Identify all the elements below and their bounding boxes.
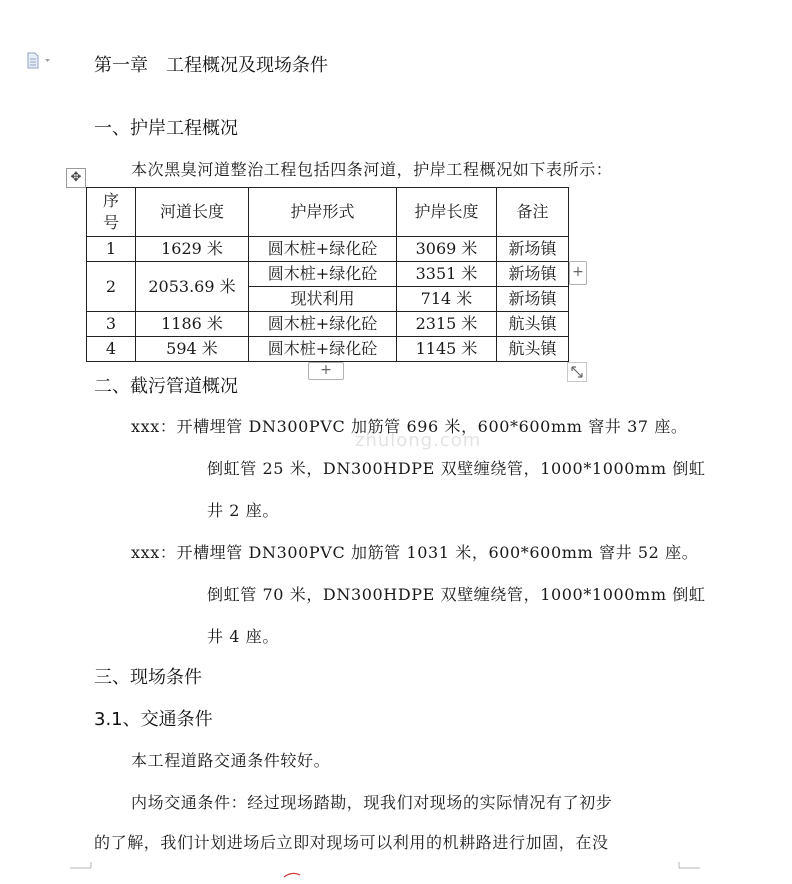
cell-no: 2	[87, 262, 136, 312]
header-note: 备注	[497, 188, 569, 237]
cell-form: 圆木桩+绿化砼	[249, 237, 397, 262]
add-row-button[interactable]: +	[308, 362, 344, 380]
section3-1-heading: 3.1、交通条件	[94, 709, 213, 730]
document-icon[interactable]	[26, 52, 54, 70]
chapter-title: 第一章 工程概况及现场条件	[94, 55, 328, 76]
section3-heading: 三、现场条件	[94, 667, 202, 688]
header-bank-form: 护岸形式	[249, 188, 397, 237]
cell-no: 4	[87, 337, 136, 362]
page-corner-mark	[678, 862, 700, 884]
header-bank-length: 护岸长度	[397, 188, 497, 237]
table-row	[87, 337, 569, 362]
red-mark	[282, 870, 302, 878]
cell-form: 圆木桩+绿化砼	[249, 312, 397, 337]
traffic-para-2-line2: 的了解，我们计划进场后立即对现场可以利用的机耕路进行加固，在没	[94, 833, 609, 852]
table-move-handle[interactable]: ✥	[66, 168, 86, 188]
cell-note: 新场镇	[497, 262, 569, 287]
cell-bank-length: 3351 米	[397, 262, 497, 287]
cell-river-length: 1186 米	[136, 312, 249, 337]
cell-form: 圆木桩+绿化砼	[249, 337, 397, 362]
cell-note: 航头镇	[497, 312, 569, 337]
cell-river-length: 594 米	[136, 337, 249, 362]
pipe-item-2-line1: xxx：开槽埋管 DN300PVC 加筋管 1031 米，600*600mm 窨井 52 座。	[131, 543, 699, 562]
cell-bank-length: 2315 米	[397, 312, 497, 337]
cell-river-length: 2053.69 米	[136, 262, 249, 312]
cell-bank-length: 3069 米	[397, 237, 497, 262]
table-row	[87, 237, 569, 262]
cell-no: 3	[87, 312, 136, 337]
pipe-item-1-line3: 井 2 座。	[207, 501, 279, 520]
cell-river-length: 1629 米	[136, 237, 249, 262]
section1-intro: 本次黑臭河道整治工程包括四条河道，护岸工程概况如下表所示：	[131, 160, 613, 179]
table-row	[87, 312, 569, 337]
watermark: zhulong.com	[355, 430, 482, 451]
traffic-para-1: 本工程道路交通条件较好。	[131, 751, 331, 770]
pipe-item-1-line2: 倒虹管 25 米，DN300HDPE 双壁缠绕管，1000*1000mm 倒虹	[207, 459, 706, 478]
page-corner-mark	[70, 862, 92, 884]
cell-bank-length: 1145 米	[397, 337, 497, 362]
cell-note: 新场镇	[497, 237, 569, 262]
table-resize-icon[interactable]	[567, 362, 587, 382]
cell-note: 航头镇	[497, 337, 569, 362]
header-river-length: 河道长度	[136, 188, 249, 237]
pipe-item-2-line3: 井 4 座。	[207, 627, 279, 646]
cell-form: 圆木桩+绿化砼	[249, 262, 397, 287]
pipe-item-2-line2: 倒虹管 70 米，DN300HDPE 双壁缠绕管，1000*1000mm 倒虹	[207, 585, 706, 604]
cell-bank-length: 714 米	[397, 287, 497, 312]
section1-heading: 一、护岸工程概况	[94, 118, 238, 139]
header-no: 序号	[87, 188, 136, 237]
project-table	[86, 187, 569, 362]
add-column-button[interactable]: +	[569, 261, 587, 285]
table-header-row	[87, 188, 569, 237]
cell-note: 新场镇	[497, 287, 569, 312]
cell-form: 现状利用	[249, 287, 397, 312]
table-row	[87, 262, 569, 287]
cell-no: 1	[87, 237, 136, 262]
traffic-para-2-line1: 内场交通条件：经过现场踏勘，现我们对现场的实际情况有了初步	[131, 793, 613, 812]
pipe-item-1-line1: xxx：开槽埋管 DN300PVC 加筋管 696 米，600*600mm 窨井 37 座。	[131, 417, 688, 436]
section2-heading: 二、截污管道概况	[94, 376, 238, 397]
